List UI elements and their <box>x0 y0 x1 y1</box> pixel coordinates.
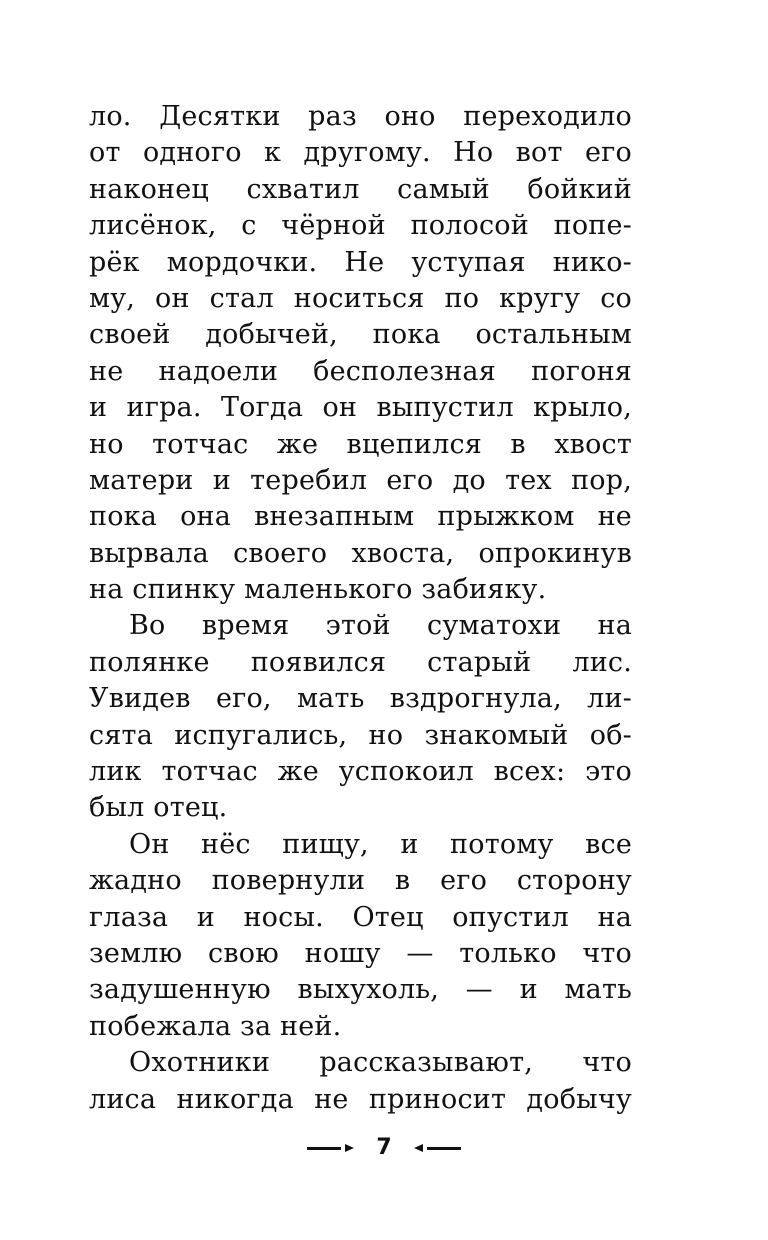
page-number: 7 <box>376 1135 392 1160</box>
text-line-10: но тотчас же вцепился в хвост <box>89 428 632 460</box>
text-line-26: побежала за ней. <box>89 1010 342 1042</box>
text-line-4: лисёнок, с чёрной полосой попе- <box>89 210 632 242</box>
text-line-18: сята испугались, но знакомый об- <box>89 719 632 751</box>
text-line-8: не надоели бесполезная погоня <box>89 355 632 387</box>
text-line-15: Во время этой суматохи на <box>129 610 632 642</box>
text-line-20: был отец. <box>89 792 228 824</box>
text-line-3: наконец схватил самый бойкий <box>89 173 632 205</box>
text-line-21: Он нёс пищу, и потому все <box>129 828 632 860</box>
text-line-11: матери и теребил его до тех пор, <box>89 464 632 496</box>
text-line-24: землю свою ношу — только что <box>89 937 632 969</box>
text-line-2: от одного к другому. Но вот его <box>89 137 632 169</box>
text-line-5: рёк мордочки. Не уступая нико- <box>89 246 632 278</box>
right-pointing-arrow-icon <box>345 1144 354 1152</box>
text-line-16: полянке появился старый лис. <box>89 646 632 678</box>
left-pointing-arrow-icon <box>414 1144 423 1152</box>
text-line-28: лиса никогда не приносит добычу <box>89 1083 632 1115</box>
text-line-17: Увидев его, мать вздрогнула, ли- <box>89 683 632 715</box>
text-line-13: вырвала своего хвоста, опрокинув <box>89 537 632 569</box>
text-line-1: ло. Десятки раз оно переходило <box>89 101 632 132</box>
text-line-14: на спинку маленького забияку. <box>89 574 547 606</box>
right-rule <box>427 1147 461 1150</box>
text-line-23: глаза и носы. Отец опустил на <box>89 901 632 933</box>
text-line-12: пока она внезапным прыжком не <box>89 501 632 533</box>
text-line-9: и игра. Тогда он выпустил крыло, <box>89 392 632 424</box>
text-line-19: лик тотчас же успокоил всех: это <box>89 756 632 788</box>
text-line-7: своей добычей, пока остальным <box>89 319 632 351</box>
page-text <box>89 99 632 1118</box>
text-line-25: задушенную выхухоль, — и мать <box>89 974 632 1006</box>
text-line-6: му, он стал носиться по кругу со <box>89 282 632 314</box>
page-footer <box>0 1130 768 1166</box>
text-line-22: жадно повернули в его сторону <box>89 865 632 897</box>
left-rule <box>307 1147 341 1150</box>
text-line-27: Охотники рассказывают, что <box>129 1047 632 1079</box>
